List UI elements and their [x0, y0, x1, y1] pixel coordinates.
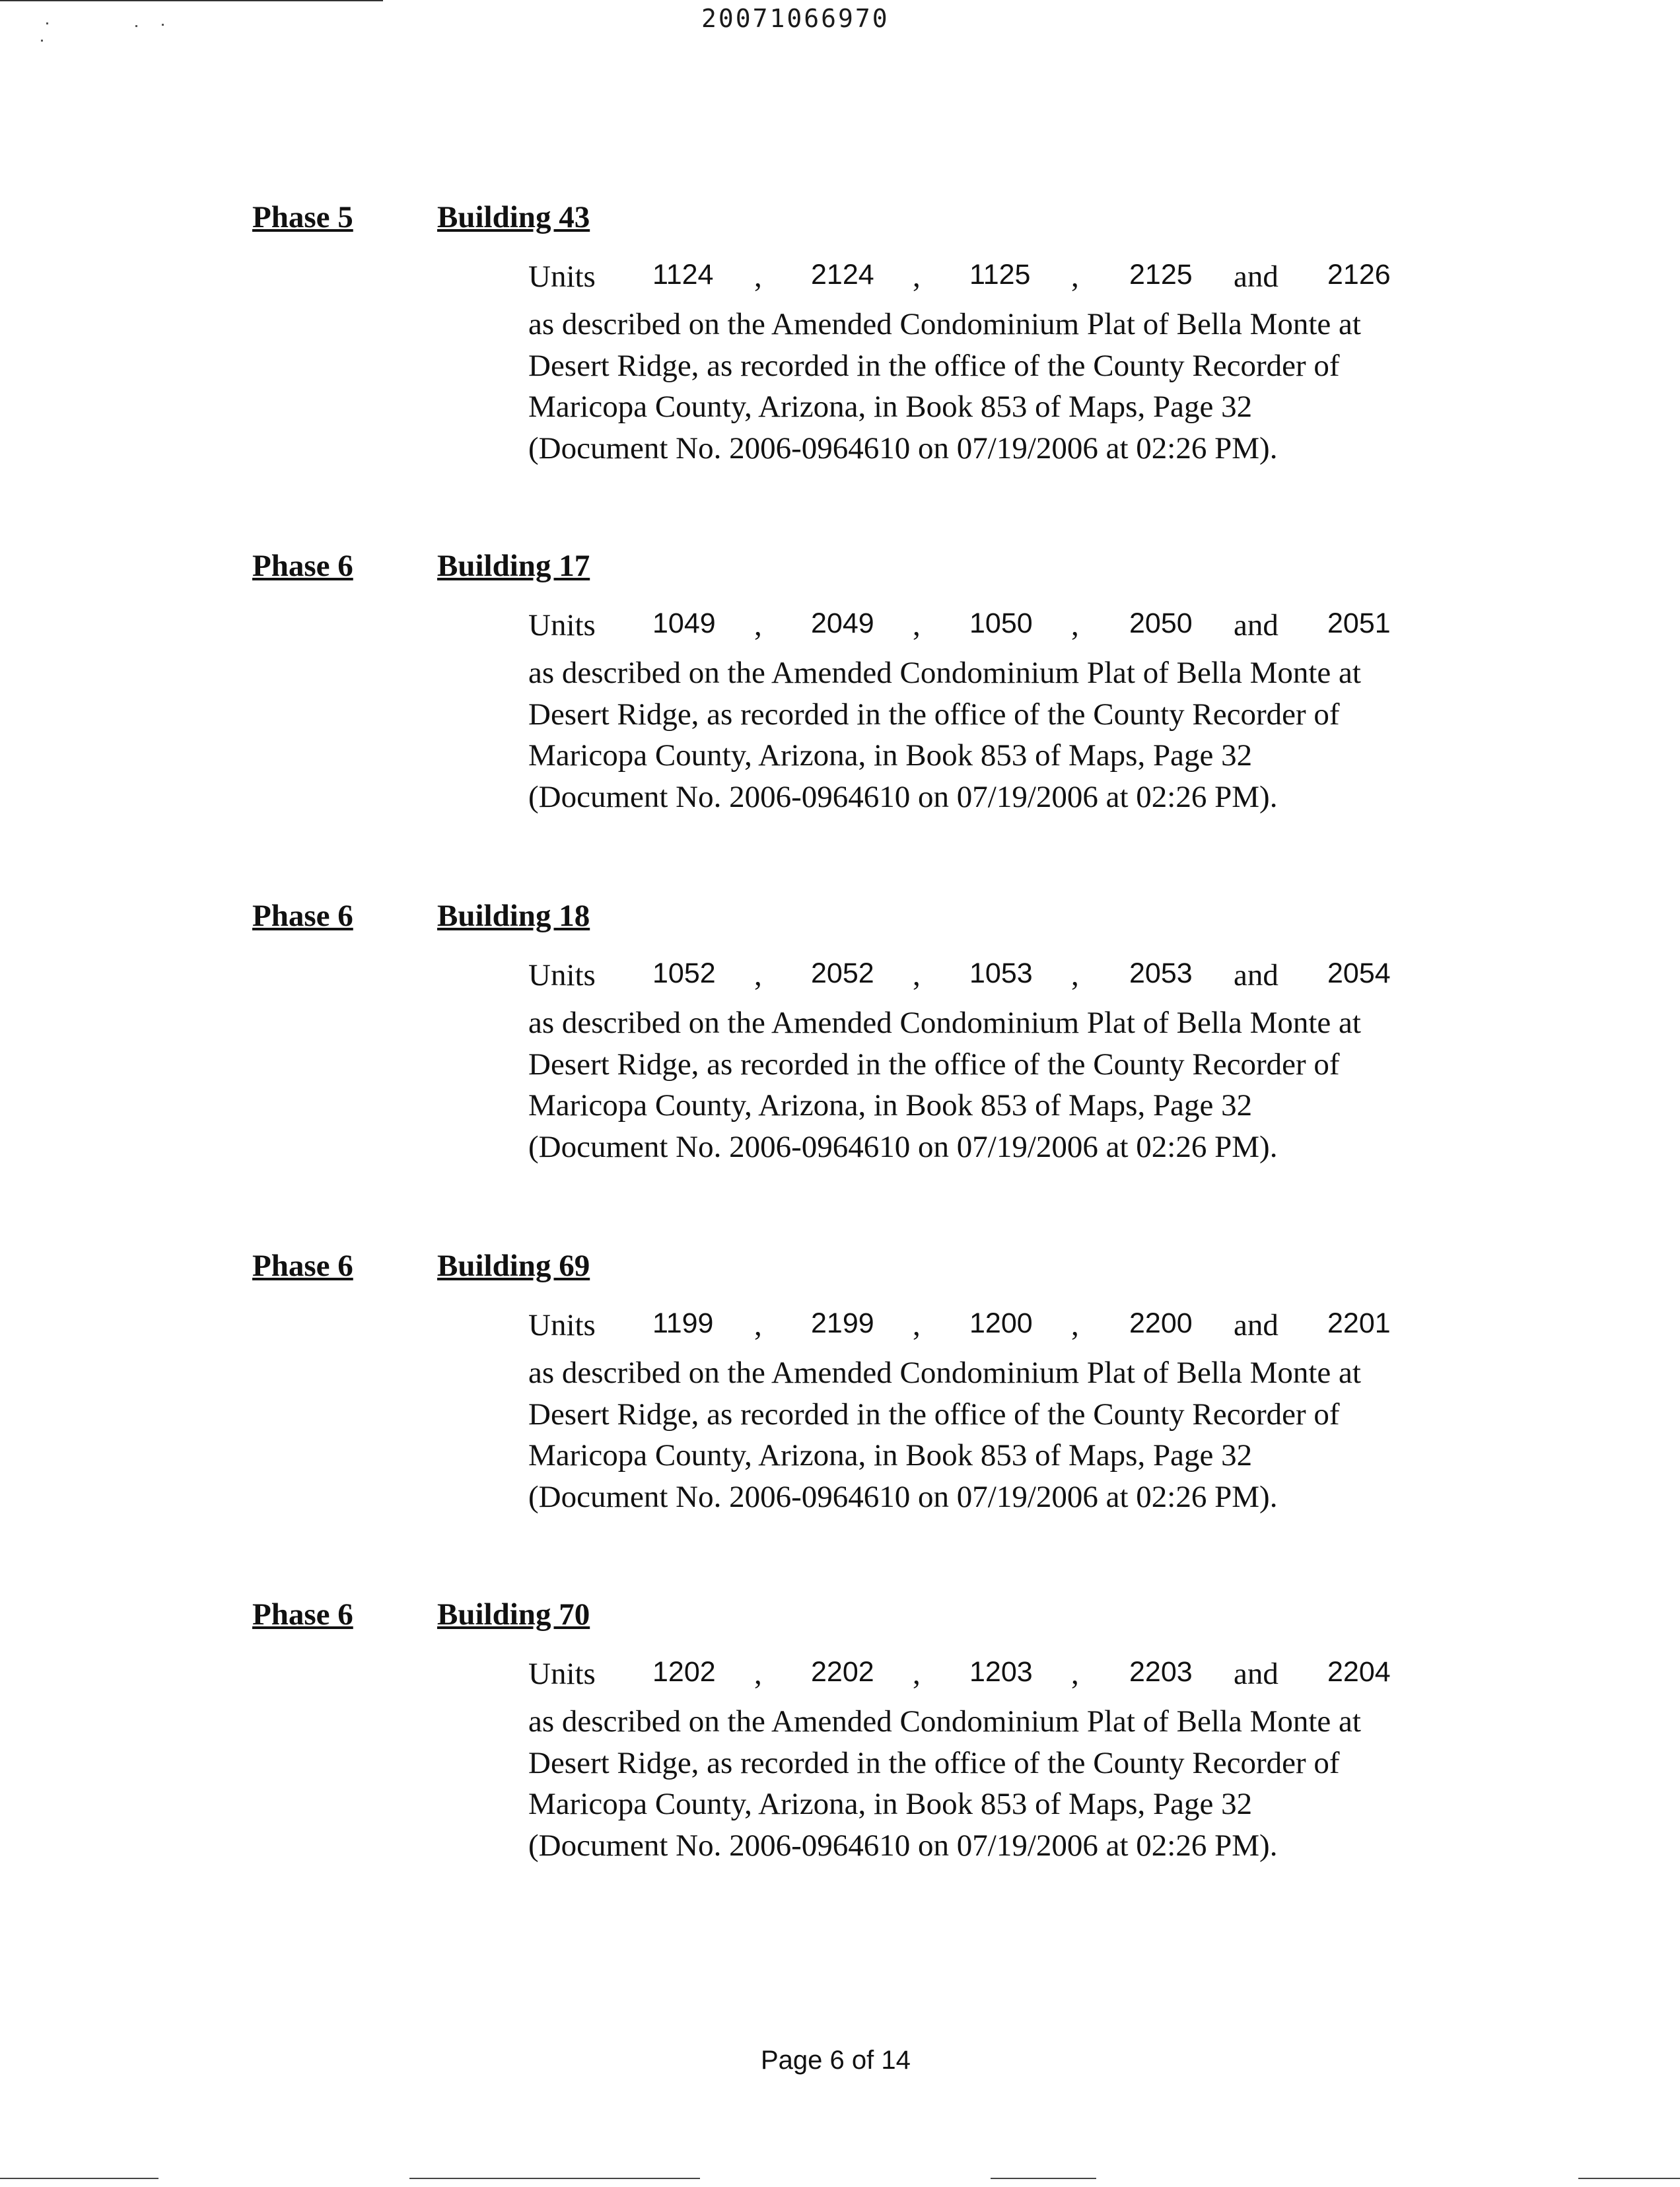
- scan-speck: [46, 22, 48, 24]
- unit-separator: ,: [754, 260, 762, 294]
- scan-speck: [41, 40, 43, 42]
- unit-separator: and: [1234, 1308, 1278, 1342]
- unit-number: 1125: [969, 259, 1031, 291]
- building-heading: Building 69: [437, 1249, 590, 1283]
- units-label: Units: [528, 1308, 596, 1342]
- unit-separator: ,: [913, 608, 921, 642]
- unit-number: 2202: [811, 1656, 874, 1688]
- unit-separator: ,: [1071, 958, 1079, 992]
- units-label: Units: [528, 1657, 596, 1691]
- document-number: 20071066970: [701, 4, 890, 33]
- units-label: Units: [528, 260, 596, 294]
- units-label: Units: [528, 958, 596, 992]
- unit-separator: and: [1234, 260, 1278, 294]
- scan-speck: [135, 25, 137, 27]
- unit-number: 2051: [1327, 608, 1391, 639]
- unit-number: 1200: [969, 1307, 1033, 1339]
- unit-separator: ,: [913, 1308, 921, 1342]
- plat-description: as described on the Amended Condominium Plat of Bella Monte at Desert Ridge, as recorded in the office of the County Recorder of Maricopa County, Arizona, in Book 853 of Maps, Page 32 (Document No. 2006-0964610 on 07/19/2006 at 02:26 PM).: [528, 1356, 1361, 1514]
- unit-number: 2204: [1327, 1656, 1391, 1688]
- phase-heading: Phase 5: [252, 200, 353, 234]
- unit-separator: ,: [754, 1657, 762, 1691]
- units-label: Units: [528, 608, 596, 642]
- legal-description-entry: [0, 898, 1680, 1175]
- unit-number: 2125: [1129, 259, 1193, 291]
- unit-number: 2203: [1129, 1656, 1193, 1688]
- unit-separator: ,: [913, 958, 921, 992]
- building-heading: Building 70: [437, 1597, 590, 1632]
- unit-separator: ,: [754, 608, 762, 642]
- building-heading: Building 17: [437, 549, 590, 583]
- unit-number: 2200: [1129, 1307, 1193, 1339]
- unit-separator: ,: [1071, 1657, 1079, 1691]
- plat-description: as described on the Amended Condominium Plat of Bella Monte at Desert Ridge, as recorded in the office of the County Recorder of Maricopa County, Arizona, in Book 853 of Maps, Page 32 (Document No. 2006-0964610 on 07/19/2006 at 02:26 PM).: [528, 656, 1361, 814]
- unit-number: 2199: [811, 1307, 874, 1339]
- legal-description-entry: [0, 1597, 1680, 1874]
- phase-heading: Phase 6: [252, 1597, 353, 1632]
- unit-number: 2054: [1327, 957, 1391, 989]
- unit-separator: ,: [754, 958, 762, 992]
- phase-heading: Phase 6: [252, 549, 353, 583]
- unit-number: 1199: [652, 1307, 714, 1339]
- unit-separator: and: [1234, 1657, 1278, 1691]
- unit-number: 1053: [969, 957, 1033, 989]
- bottom-scan-rule: [0, 2178, 158, 2179]
- plat-description: as described on the Amended Condominium Plat of Bella Monte at Desert Ridge, as recorded in the office of the County Recorder of Maricopa County, Arizona, in Book 853 of Maps, Page 32 (Document No. 2006-0964610 on 07/19/2006 at 02:26 PM).: [528, 1704, 1361, 1863]
- building-heading: Building 43: [437, 200, 590, 234]
- plat-description: as described on the Amended Condominium Plat of Bella Monte at Desert Ridge, as recorded in the office of the County Recorder of Maricopa County, Arizona, in Book 853 of Maps, Page 32 (Document No. 2006-0964610 on 07/19/2006 at 02:26 PM).: [528, 307, 1361, 466]
- unit-separator: ,: [913, 1657, 921, 1691]
- unit-number: 1050: [969, 608, 1033, 639]
- phase-heading: Phase 6: [252, 899, 353, 933]
- unit-number: 1202: [652, 1656, 716, 1688]
- legal-description-entry: [0, 199, 1680, 477]
- unit-number: 2049: [811, 608, 874, 639]
- unit-separator: and: [1234, 958, 1278, 992]
- page-number: Page 6 of 14: [761, 2046, 911, 2075]
- bottom-scan-rule: [991, 2178, 1096, 2179]
- unit-separator: ,: [1071, 608, 1079, 642]
- plat-description: as described on the Amended Condominium Plat of Bella Monte at Desert Ridge, as recorded in the office of the County Recorder of Maricopa County, Arizona, in Book 853 of Maps, Page 32 (Document No. 2006-0964610 on 07/19/2006 at 02:26 PM).: [528, 1006, 1361, 1164]
- unit-separator: ,: [754, 1308, 762, 1342]
- unit-number: 2052: [811, 957, 874, 989]
- unit-separator: ,: [913, 260, 921, 294]
- unit-number: 1124: [652, 259, 714, 291]
- unit-separator: ,: [1071, 1308, 1079, 1342]
- scan-speck: [162, 24, 164, 26]
- legal-description-entry: [0, 1248, 1680, 1525]
- unit-number: 1052: [652, 957, 716, 989]
- unit-number: 1049: [652, 608, 716, 639]
- top-scan-rule: [0, 0, 383, 1]
- bottom-scan-rule: [409, 2178, 700, 2179]
- phase-heading: Phase 6: [252, 1249, 353, 1283]
- unit-separator: ,: [1071, 260, 1079, 294]
- unit-number: 2050: [1129, 608, 1193, 639]
- unit-separator: and: [1234, 608, 1278, 642]
- unit-number: 2126: [1327, 259, 1391, 291]
- unit-number: 2201: [1327, 1307, 1391, 1339]
- legal-description-entry: [0, 548, 1680, 825]
- building-heading: Building 18: [437, 899, 590, 933]
- unit-number: 1203: [969, 1656, 1033, 1688]
- unit-number: 2053: [1129, 957, 1193, 989]
- unit-number: 2124: [811, 259, 874, 291]
- bottom-scan-rule: [1578, 2178, 1680, 2179]
